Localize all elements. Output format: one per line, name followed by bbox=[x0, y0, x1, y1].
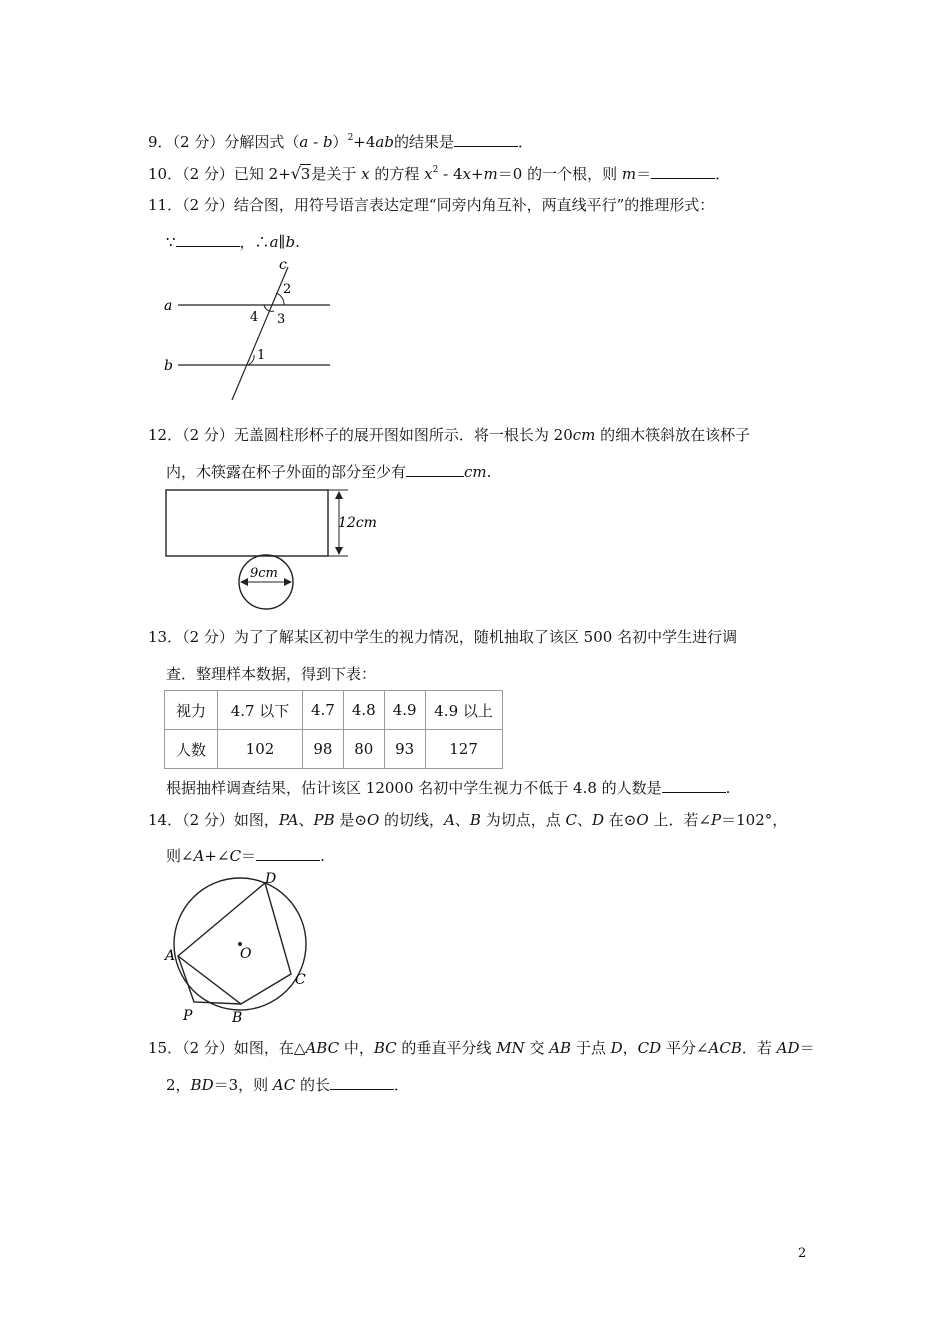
vision-table bbox=[164, 690, 503, 769]
label-a: a bbox=[164, 298, 173, 314]
question-12: 12．（2 分）无盖圆柱形杯子的展开图如图所示．将一根长为 20cm 的细木筷斜放在该杯子 bbox=[148, 426, 751, 444]
question-12-line-2: 内，木筷露在杯子外面的部分至少有 cm. bbox=[166, 463, 492, 481]
label-c: c bbox=[279, 257, 287, 273]
line-c bbox=[232, 267, 288, 400]
label-3: 3 bbox=[277, 312, 286, 327]
answer-blank-9[interactable] bbox=[454, 132, 518, 147]
label-A: A bbox=[165, 948, 176, 964]
sqrt-3: √ 3 bbox=[290, 164, 311, 183]
answer-blank-10[interactable] bbox=[651, 164, 715, 179]
question-14-line-2: 则∠A+∠C＝ . bbox=[166, 847, 325, 865]
diameter-label: 9cm bbox=[250, 566, 278, 581]
question-13: 13．（2 分）为了了解某区初中学生的视力情况，随机抽取了该区 500 名初中学生进行调 bbox=[148, 628, 738, 646]
answer-blank-15[interactable] bbox=[330, 1075, 394, 1090]
table-cell: 4.7 以下 bbox=[218, 691, 303, 730]
question-15: 15．（2 分）如图，在△ABC 中，BC 的垂直平分线 MN 交 AB 于点 D，CD 平分∠ACB．若 AD＝ bbox=[148, 1039, 815, 1057]
table-cell: 80 bbox=[343, 730, 384, 769]
side-rectangle bbox=[166, 490, 328, 556]
table-header-row bbox=[165, 691, 503, 730]
answer-blank-14[interactable] bbox=[256, 846, 320, 861]
question-10: 10．（2 分）已知 2+ √ 3是关于 x 的方程 $x^2 - 4x+m=0$ 的一个根，则 m＝ ． bbox=[148, 164, 731, 183]
label-B: B bbox=[232, 1010, 243, 1026]
figure-12-cylinder-net bbox=[160, 484, 390, 614]
table-cell: 4.9 bbox=[384, 691, 425, 730]
table-cell: 98 bbox=[303, 730, 344, 769]
height-label: 12cm bbox=[338, 515, 377, 531]
label-1: 1 bbox=[257, 348, 266, 363]
table-cell: 127 bbox=[425, 730, 502, 769]
figure-11-parallel-lines bbox=[160, 255, 345, 405]
quadrilateral-abcd bbox=[178, 883, 291, 1004]
label-P: P bbox=[183, 1008, 193, 1024]
question-13-line-2: 查．整理样本数据，得到下表： bbox=[166, 665, 377, 683]
table-cell: 视力 bbox=[165, 691, 218, 730]
question-11: 11．（2 分）结合图，用符号语言表达定理“同旁内角互补，两直线平行”的推理形式： bbox=[148, 196, 715, 214]
label-b: b bbox=[164, 358, 173, 374]
table-row bbox=[165, 730, 503, 769]
question-15-line-2: 2，BD＝3，则 AC 的长 ． bbox=[166, 1076, 410, 1094]
angle-3-arc bbox=[264, 305, 274, 311]
question-9: 9．（2 分）分解因式（a - b）$^2$+4ab的结果是 ． bbox=[148, 133, 533, 151]
label-4: 4 bbox=[250, 310, 259, 325]
answer-blank-13[interactable] bbox=[662, 778, 726, 793]
label-C: C bbox=[295, 972, 306, 988]
table-cell: 102 bbox=[218, 730, 303, 769]
answer-blank-11[interactable] bbox=[176, 232, 240, 247]
table-cell: 4.7 bbox=[303, 691, 344, 730]
label-D: D bbox=[265, 871, 277, 887]
table-cell: 93 bbox=[384, 730, 425, 769]
label-2: 2 bbox=[283, 282, 292, 297]
table-cell: 人数 bbox=[165, 730, 218, 769]
question-14: 14．（2 分）如图，PA、PB 是⊙O 的切线，A、B 为切点，点 C、D 在⊙O 上．若∠P＝102°， bbox=[148, 811, 788, 829]
table-cell: 4.8 bbox=[343, 691, 384, 730]
label-O: O bbox=[240, 946, 252, 962]
figure-14-circle bbox=[158, 868, 328, 1026]
page-number: 2 bbox=[798, 1246, 807, 1261]
question-13-line-3: 根据抽样调查结果，估计该区 12000 名初中学生视力不低于 4.8 的人数是 . bbox=[166, 779, 731, 797]
answer-blank-12[interactable] bbox=[406, 462, 464, 477]
table-cell: 4.9 以上 bbox=[425, 691, 502, 730]
question-11-answer-line: ∵ ，∴a∥b. bbox=[166, 233, 300, 251]
